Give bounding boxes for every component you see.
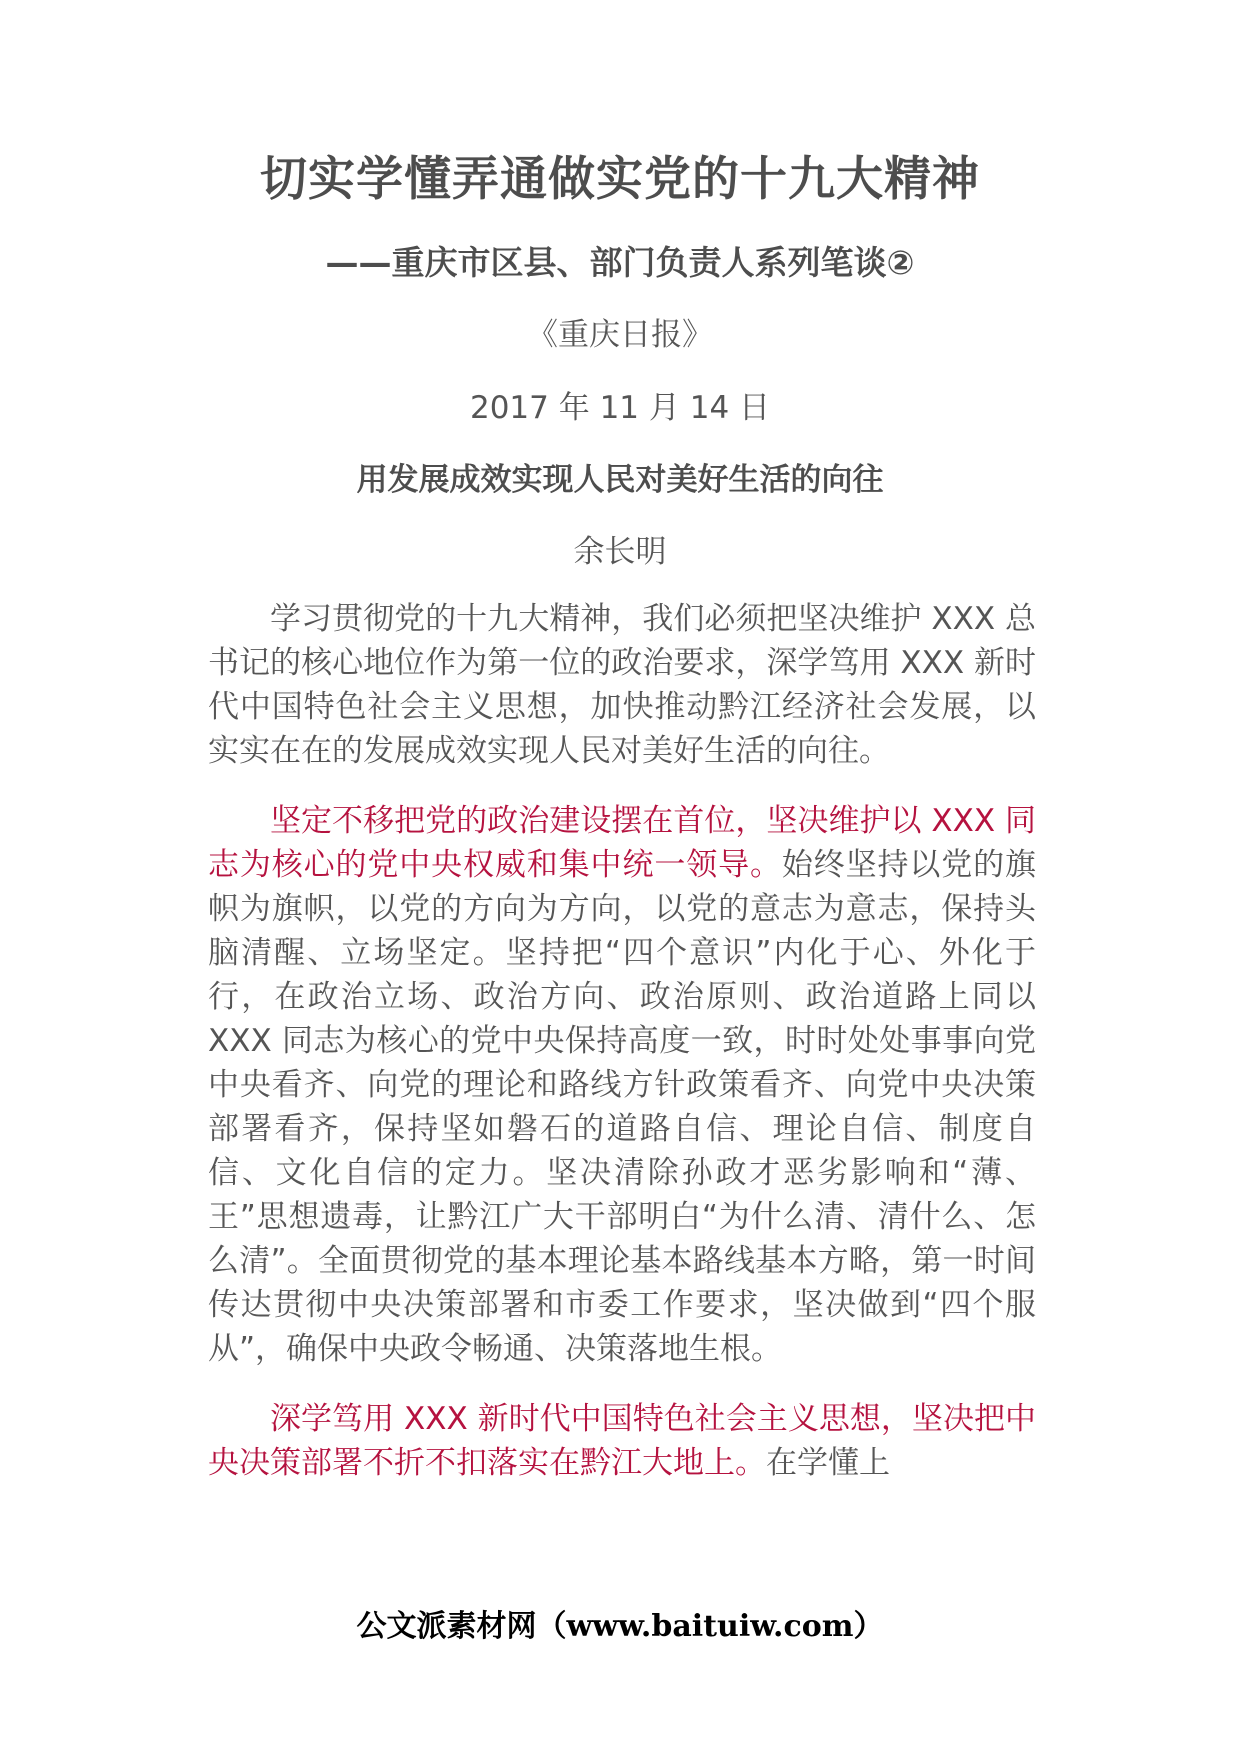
document-date: 2017 年 11 月 14 日 <box>469 390 771 426</box>
document-source: 《重庆日报》 <box>527 317 713 353</box>
document-subtitle: ——重庆市区县、部门负责人系列笔谈② <box>325 243 915 282</box>
paragraph <box>208 799 1036 1371</box>
paragraph-text: 在学懂上 <box>766 1445 890 1481</box>
document-title: 切实学懂弄通做实党的十九大精神 <box>260 152 980 207</box>
paragraph-text: 始终坚持以党的旗帜为旗帜，以党的方向为方向，以党的意志为意志，保持头脑清醒、立场坚定。坚持把“四个意识”内化于心、外化于行，在政治立场、政治方向、政治原则、政治道路上同以 XXX 同志为核心的党中央保持高度一致，时时处处事事向党中央看齐、向党的理论和路线方针政策看齐、向党中央决策部署看齐，保持坚如磐石的道路自信、理论自信、制度自信、文化自信的定力。坚决清除孙政才恶劣影响和“薄、王”思想遗毒，让黔江广大干部明白“为什么清、清什么、怎么清”。全面贯彻党的基本理论基本路线基本方略，第一时间传达贯彻中央决策部署和市委工作要求，坚决做到“四个服从”，确保中央政令畅通、决策落地生根。 <box>208 847 1037 1367</box>
paragraph-highlight: 坚定不移把党的政治建设摆在首位，坚决维护以 XXX 同志为核心的党中央权威和集中统一领导。 <box>208 803 1036 883</box>
paragraph <box>208 1397 1036 1485</box>
paragraph <box>208 597 1036 773</box>
footer-watermark: 公文派素材网（www.baituiw.com） <box>356 1609 884 1644</box>
article-author: 余长明 <box>573 534 667 570</box>
paragraph-text: 学习贯彻党的十九大精神，我们必须把坚决维护 XXX 总书记的核心地位作为第一位的政治要求，深学笃用 XXX 新时代中国特色社会主义思想，加快推动黔江经济社会发展，以实实在在的发展成效实现人民对美好生活的向往。 <box>208 601 1036 769</box>
article-title: 用发展成效实现人民对美好生活的向往 <box>356 462 884 498</box>
article-body <box>208 597 1036 1511</box>
paragraph-highlight: 深学笃用 XXX 新时代中国特色社会主义思想，坚决把中央决策部署不折不扣落实在黔江大地上。 <box>208 1401 1036 1481</box>
